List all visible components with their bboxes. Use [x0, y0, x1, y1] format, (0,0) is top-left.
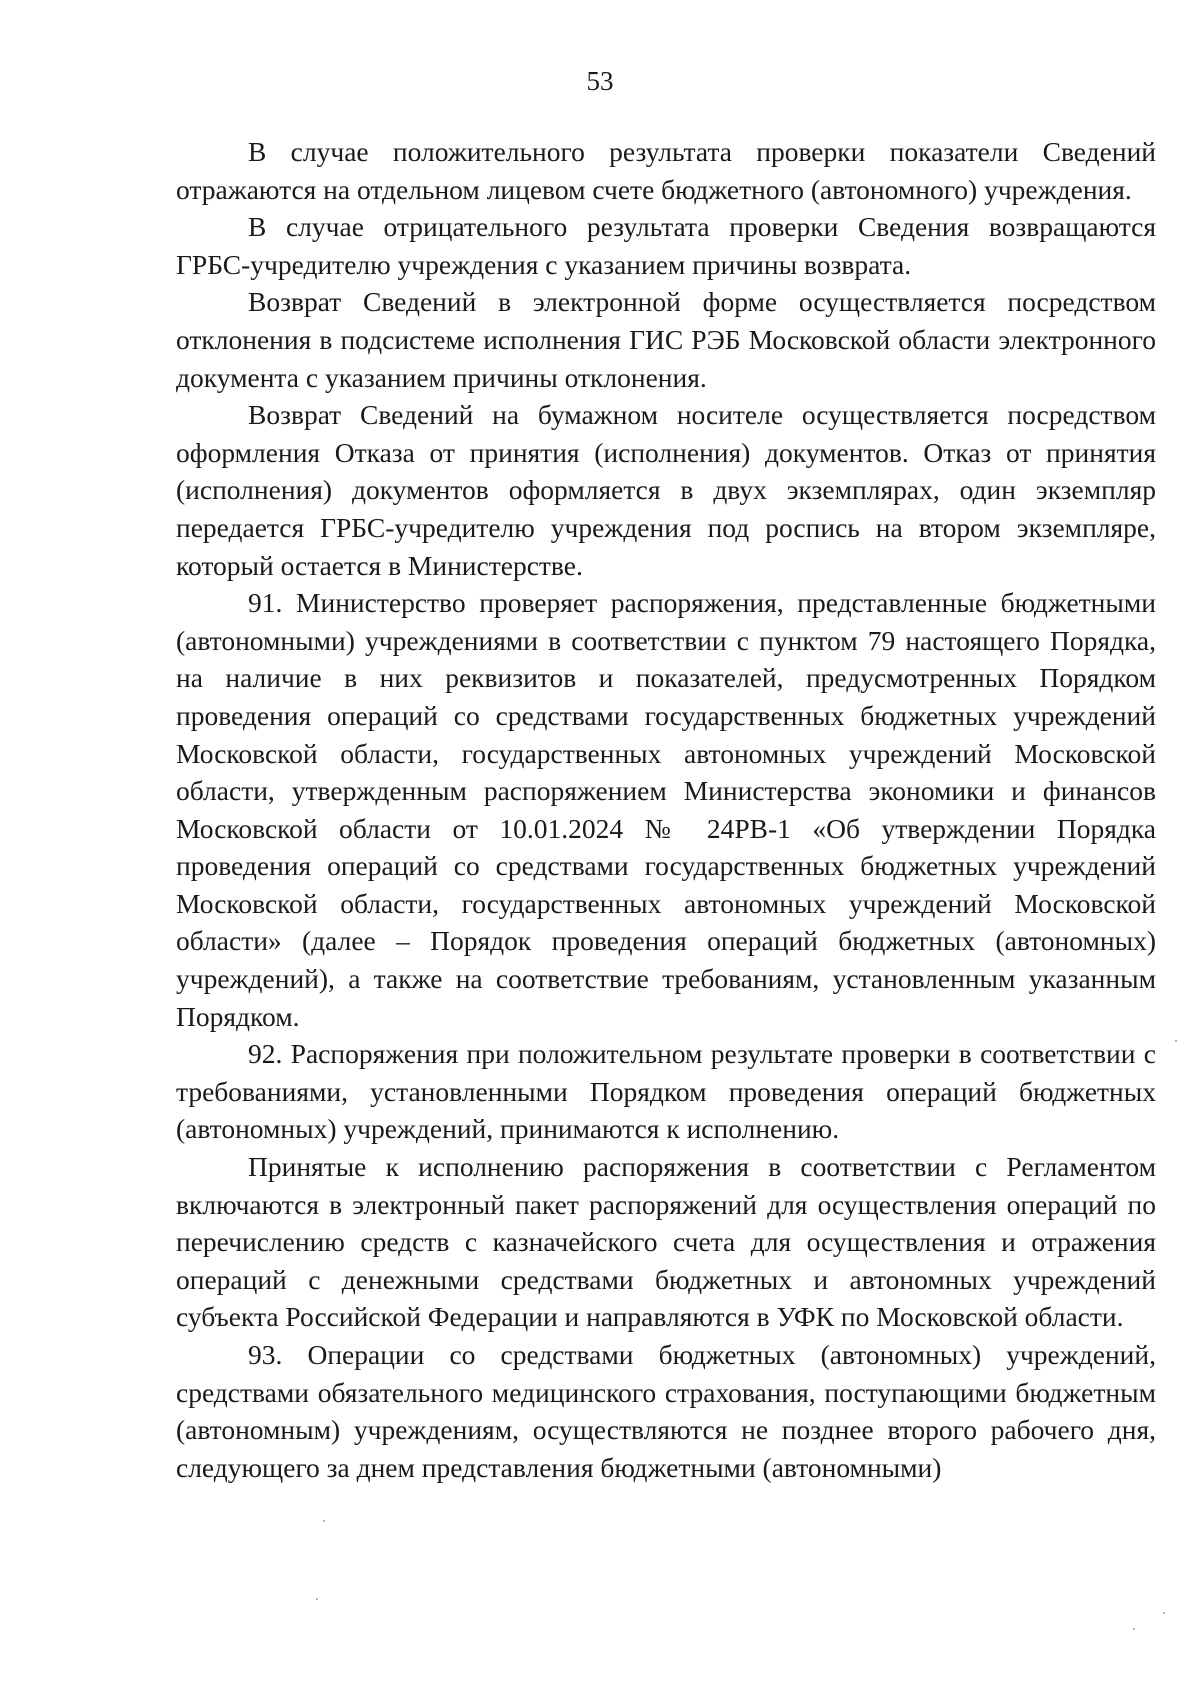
scan-speck — [316, 1598, 318, 1600]
paragraph-accepted-orders: Принятые к исполнению распоряжения в соответствии с Регламентом включаются в электронный пакет распоряжений для осуществления операций по перечислению средств с казначейского счета для осуществления и отражения операций с денежными средствами бюджетных и автономных учреждений субъекта Российской Федерации и направляются в УФК по Московской области. — [176, 1151, 1156, 1333]
paragraph-electronic-return: Возврат Сведений в электронной форме осуществляется посредством отклонения в подсистеме исполнения ГИС РЭБ Московской области электронного документа с указанием причины отклонения. — [176, 286, 1156, 393]
paragraph-paper-return: Возврат Сведений на бумажном носителе осуществляется посредством оформления Отказа от принятия (исполнения) документов. Отказ от принятия (исполнения) документов оформляется в двух экземплярах, один экземпляр передается ГРБС-учредителю учреждения под роспись на втором экземпляре, который остается в Министерстве. — [176, 399, 1156, 581]
paragraph-item-93: 93. Операции со средствами бюджетных (автономных) учреждений, средствами обязательного медицинского страхования, поступающими бюджетным (автономным) учреждениям, осуществляются не позднее второго рабочего дня, следующего за днем представления бюджетными (автономными) — [176, 1339, 1156, 1483]
scan-speck — [323, 1520, 325, 1522]
paragraph-positive-result: В случае положительного результата проверки показатели Сведений отражаются на отдельном лицевом счете бюджетного (автономного) учреждения. — [176, 136, 1156, 205]
scan-speck — [1133, 1628, 1135, 1630]
paragraph-negative-result: В случае отрицательного результата проверки Сведения возвращаются ГРБС-учредителю учреждения с указанием причины возврата. — [176, 211, 1156, 280]
scan-speck — [1175, 1040, 1177, 1042]
paragraph-item-92: 92. Распоряжения при положительном результате проверки в соответствии с требованиями, установленными Порядком проведения операций бюджетных (автономных) учреждений, принимаются к исполнению. — [176, 1038, 1156, 1145]
page-number: 53 — [586, 66, 614, 96]
scan-speck — [1163, 1612, 1165, 1614]
paragraph-item-91: 91. Министерство проверяет распоряжения, представленные бюджетными (автономными) учреждениями в соответствии с пунктом 79 настоящего Порядка, на наличие в них реквизитов и показателей, предусмотренных Порядком проведения операций со средствами государственных бюджетных учреждений Московской области, государственных автономных учреждений Московской области, утвержденным распоряжением Министерства экономики и финансов Московской области от 10.01.2024 № 24РВ-1 «Об утверждении Порядка проведения операций со средствами государственных бюджетных учреждений Московской области, государственных автономных учреждений Московской области» (далее – Порядок проведения операций бюджетных (автономных) учреждений), а также на соответствие требованиям, установленным указанным Порядком. — [176, 587, 1156, 1032]
document-body — [176, 133, 1156, 1486]
